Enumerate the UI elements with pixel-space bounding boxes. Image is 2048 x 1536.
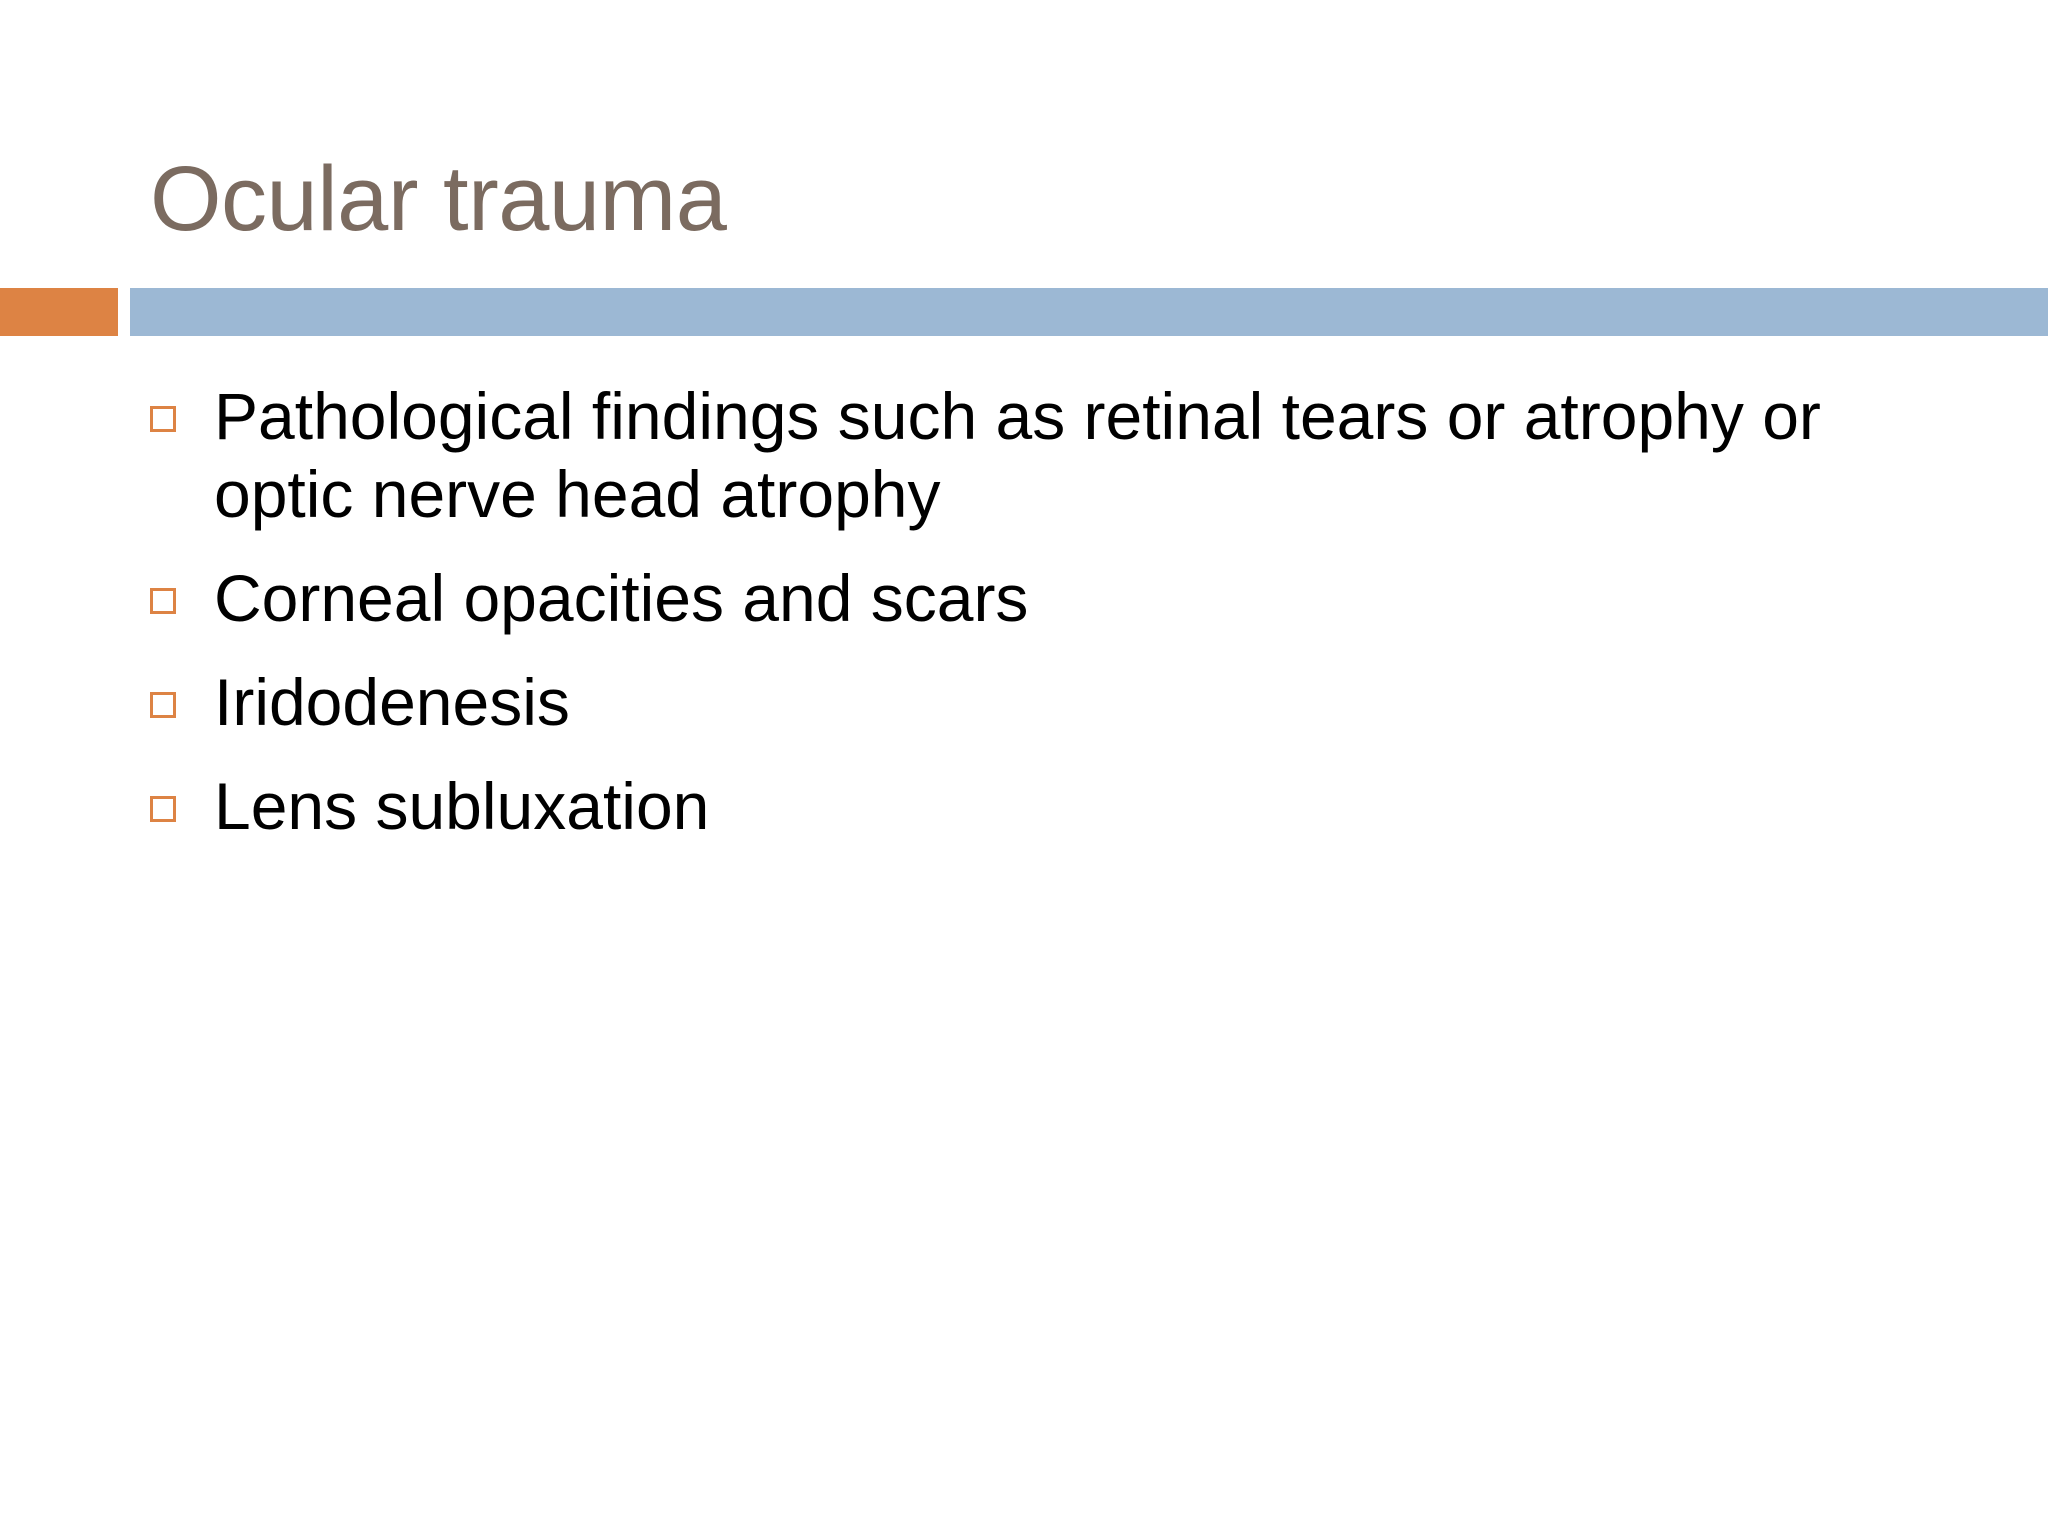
page-title: Ocular trauma — [150, 147, 727, 250]
square-bullet-icon — [150, 406, 176, 432]
bullet-list — [150, 378, 1910, 871]
list-item-label: Corneal opacities and scars — [214, 560, 1029, 635]
divider-accent-block — [0, 288, 118, 336]
list-item-label: Iridodenesis — [214, 664, 570, 739]
list-item-label: Pathological findings such as retinal tears or atrophy or optic nerve head atrophy — [214, 379, 1821, 531]
list-item — [150, 378, 1910, 534]
list-item — [150, 560, 1910, 638]
square-bullet-icon — [150, 588, 176, 614]
list-item — [150, 768, 1910, 846]
divider-bar — [130, 288, 2048, 336]
title-divider — [0, 288, 2048, 336]
square-bullet-icon — [150, 692, 176, 718]
square-bullet-icon — [150, 796, 176, 822]
list-item — [150, 664, 1910, 742]
list-item-label: Lens subluxation — [214, 768, 710, 843]
